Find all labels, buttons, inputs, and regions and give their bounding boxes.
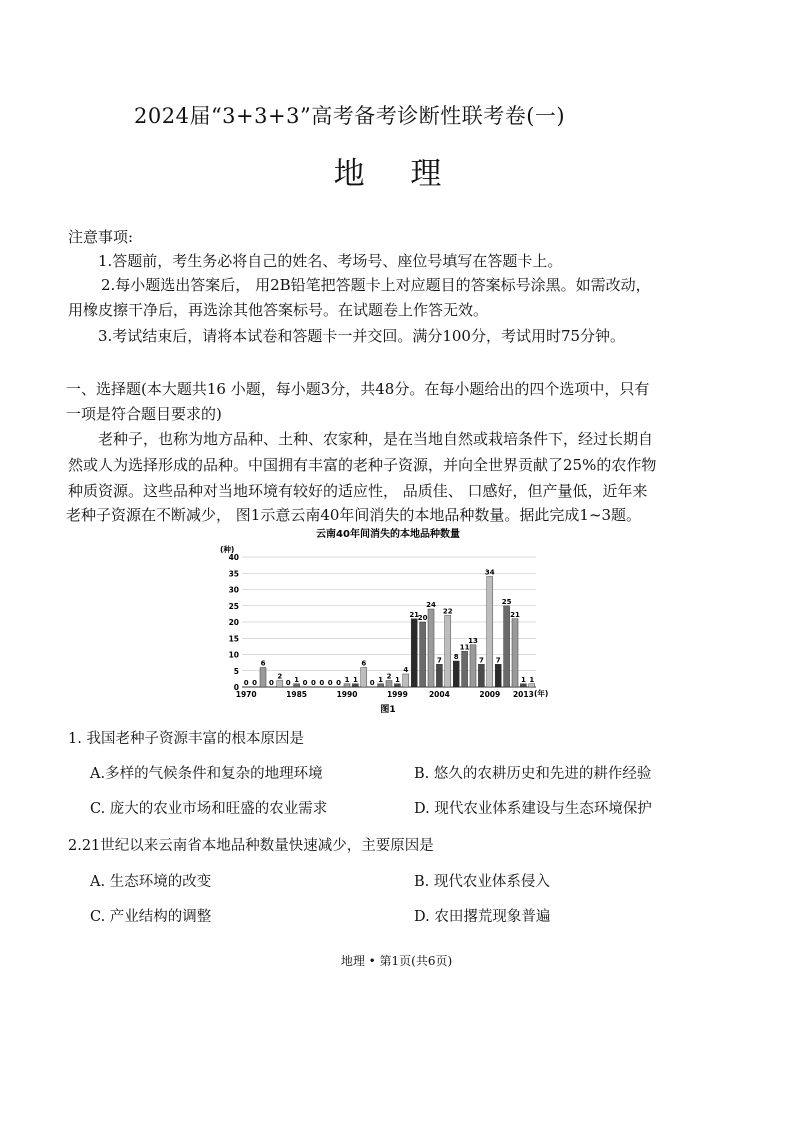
chart-data-label: 1 <box>294 675 300 684</box>
chart-svg <box>218 525 558 715</box>
chart-data-label: 1 <box>352 675 358 684</box>
chart-data-label: 4 <box>403 666 409 674</box>
notice-item-2-line-1: 2.每小题选出答案后， 用2B铅笔把答题卡上对应题目的答案标号涂黑。如需改动， <box>101 276 651 294</box>
chart-data-label: 0 <box>252 679 258 687</box>
chart-data-label: 11 <box>459 643 470 652</box>
chart-bar <box>344 684 350 687</box>
question-2-option-b[interactable]: B. 现代农业体系侵入 <box>414 874 550 890</box>
chart-x-tick-label: 1970 <box>235 690 257 699</box>
chart-y-tick-label: 25 <box>228 601 239 611</box>
chart-data-label: 7 <box>478 656 484 665</box>
chart-data-label: 1 <box>378 675 384 684</box>
chart-x-tick-label: 2013 <box>512 690 534 699</box>
chart-y-tick-label: 10 <box>228 650 239 660</box>
figure-1-chart <box>218 525 558 715</box>
chart-data-label: 0 <box>285 679 291 687</box>
passage-line-2: 然或人为选择形成的品种。中国拥有丰富的老种子资源，并向全世界贡献了25%的农作物 <box>68 456 657 474</box>
chart-y-tick-label: 30 <box>228 585 239 595</box>
question-1-stem: 1. 我国老种子资源丰富的根本原因是 <box>68 731 304 747</box>
chart-data-label: 1 <box>394 675 400 684</box>
chart-bar <box>386 681 392 688</box>
chart-bar <box>420 622 426 687</box>
chart-bar <box>504 606 510 687</box>
chart-x-tick-label: 2009 <box>479 690 501 699</box>
chart-bar <box>520 684 526 687</box>
question-1-option-d[interactable]: D. 现代农业体系建设与生态环境保护 <box>414 801 652 817</box>
chart-data-label: 2 <box>277 672 283 681</box>
passage-line-3: 种质资源。这些品种对当地环境有较好的适应性， 品质佳、 口感好，但产量低，近年来 <box>68 482 648 500</box>
chart-data-label: 0 <box>327 679 333 687</box>
page-footer: 地理 • 第1页(共6页) <box>340 954 453 968</box>
chart-data-label: 1 <box>520 675 526 684</box>
chart-data-label: 0 <box>336 679 342 687</box>
chart-data-label: 34 <box>484 568 495 577</box>
chart-title: 云南40年间消失的本地品种数量 <box>316 529 460 540</box>
chart-x-tick-label: 2004 <box>428 690 450 699</box>
question-2-option-c[interactable]: C. 产业结构的调整 <box>90 909 212 925</box>
passage-line-4: 老种子资源在不断减少， 图1示意云南40年间消失的本地品种数量。据此完成1~3题。 <box>66 506 642 524</box>
chart-bar <box>495 664 501 687</box>
chart-bar <box>403 674 409 687</box>
chart-bar <box>512 619 518 687</box>
chart-x-tick-label: 1990 <box>336 690 358 699</box>
question-2-option-a[interactable]: A. 生态环境的改变 <box>90 874 212 890</box>
chart-bar <box>470 645 476 687</box>
notice-item-2-line-2: 用橡皮擦干净后，再选涂其他答案标号。在试题卷上作答无效。 <box>68 301 489 319</box>
chart-data-label: 0 <box>243 679 249 687</box>
subject-title: 地 理 <box>333 156 460 192</box>
chart-bar <box>260 668 266 688</box>
chart-data-label: 7 <box>495 656 501 665</box>
notice-item-3: 3.考试结束后，请将本试卷和答题卡一并交回。满分100分，考试用时75分钟。 <box>98 327 626 345</box>
chart-caption: 图1 <box>380 705 396 715</box>
chart-bar <box>361 668 367 688</box>
chart-bar <box>487 577 493 688</box>
chart-x-axis-label: (年) <box>534 689 549 698</box>
chart-bar <box>352 684 358 687</box>
chart-bar <box>462 651 468 687</box>
chart-data-label: 24 <box>426 601 436 609</box>
chart-bar <box>453 661 459 687</box>
chart-bar <box>428 609 434 687</box>
chart-data-label: 2 <box>386 672 392 681</box>
section-heading-line-1: 一、选择题(本大题共16 小题，每小题3分，共48分。在每小题给出的四个选项中，只有 <box>66 380 650 398</box>
question-1-option-c[interactable]: C. 庞大的农业市场和旺盛的农业需求 <box>90 801 328 817</box>
chart-bar <box>411 619 417 687</box>
chart-bar <box>378 684 384 687</box>
chart-data-label: 22 <box>442 607 453 616</box>
chart-data-label: 6 <box>361 659 367 668</box>
chart-y-tick-label: 5 <box>233 666 239 676</box>
chart-data-label: 7 <box>436 656 442 665</box>
chart-data-label: 20 <box>417 614 428 622</box>
chart-bar <box>529 684 535 687</box>
chart-y-tick-label: 35 <box>228 569 239 579</box>
chart-y-tick-label: 0 <box>233 683 239 692</box>
chart-data-label: 6 <box>260 659 266 668</box>
chart-data-label: 1 <box>529 675 535 684</box>
chart-data-label: 21 <box>510 610 520 619</box>
chart-y-tick-label: 40 <box>228 553 239 562</box>
chart-data-label: 0 <box>369 679 375 687</box>
notice-heading: 注意事项: <box>68 228 134 246</box>
chart-data-label: 8 <box>453 653 459 661</box>
passage-line-1: 老种子，也称为地方品种、土种、农家种，是在当地自然或栽培条件下，经过长期自 <box>98 430 654 448</box>
chart-bar <box>277 681 283 688</box>
question-2-option-d[interactable]: D. 农田撂荒现象普遍 <box>414 909 551 925</box>
chart-bar <box>478 664 484 687</box>
chart-x-tick-label: 1999 <box>386 690 408 699</box>
chart-bar <box>436 664 442 687</box>
chart-data-label: 13 <box>468 636 478 645</box>
notice-item-1: 1.答题前，考生务必将自己的姓名、考场号、座位号填写在答题卡上。 <box>98 252 563 270</box>
chart-bar <box>445 616 451 688</box>
chart-data-label: 0 <box>310 679 316 687</box>
chart-x-tick-label: 1985 <box>286 690 308 699</box>
question-1-option-a[interactable]: A.多样的气候条件和复杂的地理环境 <box>90 766 323 782</box>
chart-data-label: 1 <box>344 675 350 684</box>
question-1-option-b[interactable]: B. 悠久的农耕历史和先进的耕作经验 <box>414 766 652 782</box>
chart-data-label: 25 <box>501 597 512 606</box>
section-heading-line-2: 一项是符合题目要求的) <box>66 405 222 423</box>
chart-y-tick-label: 20 <box>228 618 239 627</box>
chart-data-label: 21 <box>409 610 420 619</box>
chart-bar <box>294 684 300 687</box>
question-2-stem: 2.21世纪以来云南省本地品种数量快速减少，主要原因是 <box>68 838 434 854</box>
chart-data-label: 0 <box>268 679 274 687</box>
chart-bar <box>394 684 400 687</box>
chart-data-label: 0 <box>319 679 325 687</box>
chart-data-label: 0 <box>302 679 308 687</box>
chart-y-tick-label: 15 <box>228 634 239 644</box>
exam-title: 2024届“3+3+3”高考备考诊断性联考卷(一) <box>134 104 566 128</box>
chart-y-axis-label: (种) <box>220 545 235 554</box>
